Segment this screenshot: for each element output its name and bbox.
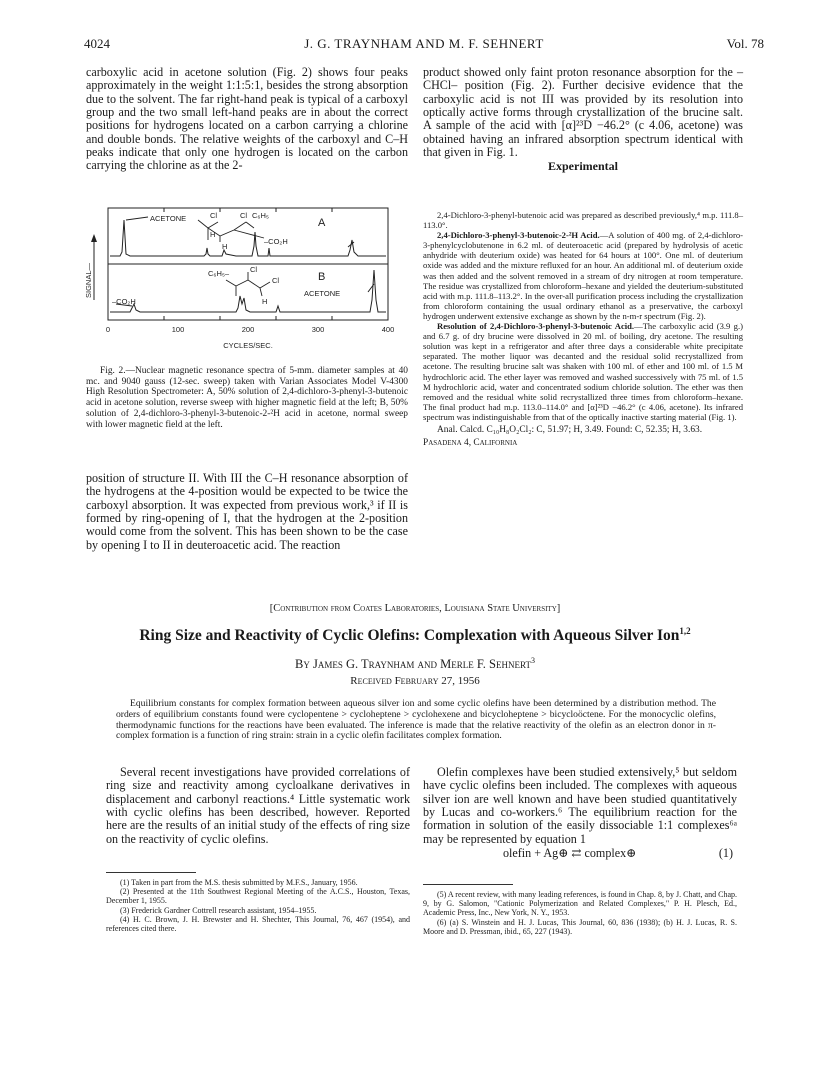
exp-text: —The carboxylic acid (3.9 g.) and 6.7 g. of dry brucine were dissolved in 20 ml. of boiling, dry acetone. The resulting solution was kept in a refrigerator and after three days a considerable white precipitate separated. The mother liquor was decanted and the residual solid recrystallized from acetone. The resulting brucine salt was shaken with 100 ml. of ether and 100 ml. of 1.5 M hydrochloric acid. The ether layer was removed and washed successively with 75 ml. of 1.5 M hydrochloric acid, water and concentrated sodium chloride solution. The ether was then removed and the residual white solid recrystallized three times from chloroform–hexane. The final product had m.p. 113.0–114.0° and [α]²³D −46.2° (c 4.06, acetone). Its infrared spectrum was indistinguishable from that of the optically inactive starting material (Fig. 1). bbox=[423, 321, 743, 422]
x-tick-label: 200 bbox=[241, 325, 255, 334]
acetone-label-b: ACETONE bbox=[304, 289, 341, 298]
caption-text: Fig. 2.—Nuclear magnetic resonance spectra of 5-mm. diameter samples at 40 mc. and 9040 gauss (12-sec. sweep) taken with Varian Associates Model V-4300 High Resolution Spectrometer: A, 50% solution of 2,4-dichloro-3-phenyl-3-butenoic acid in acetone solution, reverse sweep with higher magnetic field at the left; B, 50% solution of 2,4-dichloro-3-phenyl-3-butenoic-2-²H acid in acetone, normal sweep with lower magnetic field at the left. bbox=[86, 366, 408, 430]
spectrum-a bbox=[110, 220, 386, 256]
paragraph: carboxylic acid in acetone solution (Fig. 2) shows four peaks approximately in the weight 1:1:5:1, besides the strong absorption due to the solvent. The far right-hand peak is typical of a carboxyl group and the two small left-hand peaks are in about the correct positions for hydrogens located on a carbon carrying a chlorine and double bonds. The relative weights of the carboxyl and C–H peaks indicate that only one hydrogen is located on the carbon carrying the chlorine as at the 2- bbox=[86, 65, 408, 173]
footnote: (4) H. C. Brown, J. H. Brewster and H. Shechter, This Journal, 76, 467 (1954), and references cited there. bbox=[106, 914, 410, 934]
exp-paragraph: 2,4-Dichloro-3-phenyl-butenoic acid was prepared as described previously,⁴ m.p. 111.8–113.0°. bbox=[423, 210, 743, 231]
paragraph: product showed only faint proton resonance absorption for the –CHCl– position (Fig. 2). Further decisive evidence that the carboxylic acid is not III was provided by its resolution into optically active forms through crystallization of the brucine salt. A sample of the acid with [α]²³D −46.2° (c 4.06, acetone) was obtained having an infrared absorption spectrum identical with that given in Fig. 1. bbox=[423, 65, 743, 160]
body-left bbox=[106, 766, 410, 846]
footnote: (2) Presented at the 11th Southwest Regional Meeting of the A.C.S., Houston, Texas, December 1, 1955. bbox=[106, 887, 410, 906]
series-label-b: B bbox=[318, 271, 326, 283]
paragraph: position of structure II. With III the C–H resonance absorption of the hydrogens at the 4-position would be expected to be twice the carboxyl absorption. It was expected from previous work,³ if II is formed by ring-opening of I, that the hydrogen at the 2-position would come from the solvent. This has been shown to be the case by opening I to II in deuteroacetic acid. The reaction bbox=[86, 471, 408, 552]
x-axis-label: CYCLES/SEC. bbox=[223, 341, 273, 350]
volume-number: Vol. 78 bbox=[726, 36, 764, 51]
footnotes-right bbox=[423, 890, 737, 936]
h-label: H bbox=[210, 230, 216, 239]
footnote-rule bbox=[106, 872, 196, 873]
co2h-label-a: –CO₂H bbox=[264, 237, 288, 246]
exp-subhead: Resolution of 2,4-Dichloro-3-phenyl-3-butenoic Acid. bbox=[437, 321, 635, 332]
paragraph: Olefin complexes have been studied extensively,⁵ but seldom have cyclic olefins been included. The complexes with aqueous silver ion are well known and have been studied quantitatively by Lucas and co-workers.⁶ The equilibrium reaction for the formation in solution of the easily dissociable 1:1 complexes⁶ᵃ may be represented by equation 1 bbox=[423, 765, 737, 846]
x-tick-label: 100 bbox=[171, 325, 185, 334]
exp-paragraph bbox=[423, 321, 743, 422]
left-column-bottom bbox=[86, 472, 408, 552]
authors bbox=[70, 656, 760, 672]
received-date: Received February 27, 1956 bbox=[350, 675, 480, 687]
x-tick-label: 0 bbox=[105, 325, 111, 334]
left-column-top bbox=[86, 66, 408, 173]
equation-text: olefin + Ag⊕ ⇄ complex⊕ bbox=[503, 846, 637, 861]
analysis: Anal. Calcd. C₁₀H₈O₂Cl₂: C, 51.97; H, 3.49. Found: C, 52.35; H, 3.63. bbox=[437, 424, 703, 435]
nmr-spectra-figure bbox=[86, 200, 408, 362]
abstract-text: Equilibrium constants for complex formation between aqueous silver ion and some cyclic olefins have been determined by a distribution method. The orders of equilibrium constants found were cyclopentene > cycloheptene > cyclohexene and bicycloheptene > bicycloöctene. For the monocyclic olefins, thermodynamic functions for the reactions have been evaluated. The inference is made that the relative reactivity of the olefin as an electron donor in π-complex formation is a function of ring strain: strain in a cyclic olefin facilitates complex formation. bbox=[116, 698, 716, 742]
title-footnote-ref: 1,2 bbox=[679, 626, 691, 636]
co2h-label-b: –CO₂H bbox=[112, 297, 136, 306]
cl-label: Cl bbox=[240, 211, 248, 220]
cl-label: Cl bbox=[272, 276, 280, 285]
c6h5-label-b: C₆H₅– bbox=[208, 269, 230, 278]
experimental-section bbox=[423, 210, 743, 448]
footnote: (6) (a) S. Winstein and H. J. Lucas, This Journal, 60, 836 (1938); (b) H. J. Lucas, R. S. Moore and D. Pressman, ibid., 65, 227 (1943). bbox=[423, 917, 737, 936]
acetone-label-a: ACETONE bbox=[150, 214, 187, 223]
cl-label: Cl bbox=[210, 211, 218, 220]
x-tick-label: 400 bbox=[381, 325, 395, 334]
running-header bbox=[84, 36, 764, 54]
experimental-heading: Experimental bbox=[548, 159, 618, 174]
equation-1 bbox=[423, 847, 737, 861]
footnote-rule bbox=[423, 884, 513, 885]
x-tick-label: 300 bbox=[311, 325, 325, 334]
title-text: Ring Size and Reactivity of Cyclic Olefins: Complexation with Aqueous Silver Ion bbox=[139, 627, 680, 645]
authors-footnote-ref: 3 bbox=[530, 656, 535, 665]
page-number: 4024 bbox=[84, 36, 110, 51]
exp-text: —A solution of 400 mg. of 2,4-dichloro-3-phenylcyclobutenone in 6.2 ml. of deuteroacetic acid (prepared by hydrolysis of acetic anhydride with deuterium oxide) was heated for 64 hours at 100°. One ml. of deuterium oxide was added and the mixture refluxed for an hour. An additional ml. of deuterium oxide was then added and the solvent removed in a stream of dry nitrogen at room temperature. The residue was crystallized from chloroform–hexane and yielded the deuterium-substituted acid with m.p. 111.8–113.2°. In the over-all purification process including the crystallization from chloroform containing the usual ordinary ethanol as a preservative, the carboxyl hydrogen underwent extensive exchange as shown by the n-m-r spectrum (Fig. 2). bbox=[423, 230, 743, 321]
location: Pasadena 4, California bbox=[423, 438, 518, 449]
equation-number: (1) bbox=[718, 846, 733, 861]
article-title bbox=[70, 626, 760, 645]
exp-paragraph bbox=[423, 230, 743, 321]
abstract bbox=[116, 699, 716, 742]
c6h5-label: C₆H₅ bbox=[252, 211, 269, 220]
body-right bbox=[423, 766, 737, 861]
cl-label: Cl bbox=[250, 265, 258, 274]
footnote: (1) Taken in part from the M.S. thesis submitted by M.F.S., January, 1956. bbox=[120, 878, 358, 887]
exp-subhead: 2,4-Dichloro-3-phenyl-3-butenoic-2-²H Acid. bbox=[437, 230, 600, 241]
paragraph: Several recent investigations have provided correlations of ring size and reactivity among cycloalkane derivatives in displacement and carbonyl reactions.⁴ Little systematic work with cyclic olefins has been described, however. Reported here are the results of an initial study of the effects of ring size on the reactivity of cyclic olefins. bbox=[106, 765, 410, 846]
contribution-line: [Contribution from Coates Laboratories, Louisiana State University] bbox=[269, 603, 561, 614]
h-label: H bbox=[222, 242, 228, 251]
footnote: (5) A recent review, with many leading references, is found in Chap. 8, by J. Chatt, and Chap. 9, by G. Salomon, "Cationic Polymerization and Related Complexes," P. H. Plesch, Ed., Academic Press, Inc., New York, N. Y., 1953. bbox=[423, 890, 737, 918]
footnote: (3) Frederick Gardner Cottrell research assistant, 1954–1955. bbox=[120, 905, 317, 915]
footnotes-left bbox=[106, 878, 410, 933]
series-label-a: A bbox=[318, 217, 326, 229]
h-label: H bbox=[262, 297, 268, 306]
figure-caption bbox=[86, 366, 408, 430]
right-column-top bbox=[423, 66, 743, 175]
y-axis-label: SIGNAL— bbox=[84, 262, 93, 298]
authors-text: By James G. Traynham and Merle F. Sehnert bbox=[295, 657, 531, 672]
running-title: J. G. TRAYNHAM AND M. F. SEHNERT bbox=[304, 36, 544, 51]
